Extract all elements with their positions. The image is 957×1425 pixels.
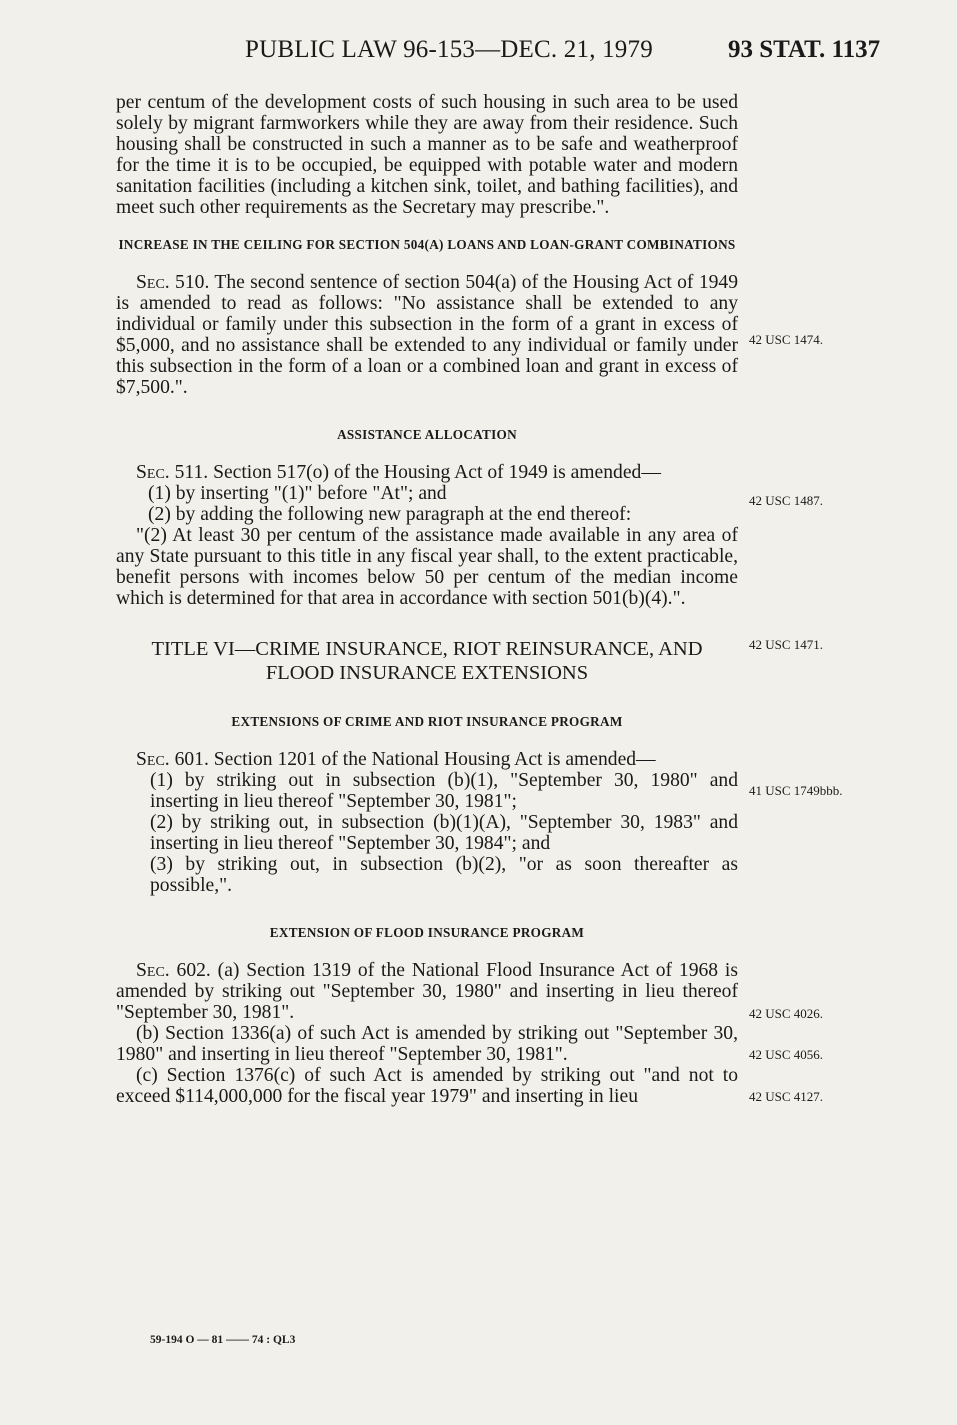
paragraph-continued: per centum of the development costs of such housing in such area to be used solely by migrant farmworkers while they are away from their residence. Such housing shall be constructed in such a manner as to be safe and weatherproof for the time it is to be occupied, be equipped with potable water and modern sanitation facilities (including a kitchen sink, toilet, and bathing facilities), and meet such other requirements as the Secretary may prescribe.".: [116, 92, 738, 218]
margin-citation: 42 USC 1474.: [749, 332, 824, 347]
section-511-item-1: (1) by inserting "(1)" before "At"; and: [148, 483, 447, 504]
margin-citation: 42 USC 4026.: [749, 1006, 824, 1021]
section-601-item-2: (2) by striking out, in subsection (b)(1)(A), "September 30, 1983" and inserting in lieu thereof "September 30, 1984"; and: [150, 812, 738, 854]
margin-citation: 42 USC 1471.: [749, 637, 824, 652]
section-heading-602: EXTENSION OF FLOOD INSURANCE PROGRAM: [269, 925, 585, 940]
section-511-item-2: (2) by adding the following new paragraph at the end thereof:: [148, 504, 632, 525]
page-header: [0, 36, 957, 70]
section-510-text: [116, 272, 738, 398]
running-title: PUBLIC LAW 96-153—DEC. 21, 1979: [245, 36, 653, 63]
section-label: Sec. 601.: [136, 749, 209, 770]
document-body: [116, 92, 738, 1107]
section-heading-601: EXTENSIONS OF CRIME AND RIOT INSURANCE PROGRAM: [231, 714, 623, 729]
section-heading-510: INCREASE IN THE CEILING FOR SECTION 504(A) LOANS AND LOAN-GRANT COMBINATIONS: [118, 237, 736, 252]
section-602-a-body: (a) Section 1319 of the National Flood Insurance Act of 1968 is amended by striking out "September 30, 1980" and inserting in lieu thereof "September 30, 1981".: [116, 960, 739, 1023]
title-vi-line-1: TITLE VI—CRIME INSURANCE, RIOT REINSURANCE, AND: [151, 638, 703, 660]
section-511-quote: "(2) At least 30 per centum of the assistance made available in any area of any State pursuant to this title in any fiscal year shall, to the extent practicable, benefit persons with incomes below 50 per centum of the median income which is determined for that area in accordance with section 501(b)(4).".: [116, 525, 738, 609]
title-vi-line-2: FLOOD INSURANCE EXTENSIONS: [265, 662, 589, 684]
section-label: Sec. 510.: [136, 272, 210, 293]
section-510-body: The second sentence of section 504(a) of the Housing Act of 1949 is amended to read as follows: "No assistance shall be extended to any individual or family under this subsection in the form of a grant in excess of $5,000, and no assistance shall be extended to any individual or family under this subsection in the form of a loan or a combined loan and grant in excess of $7,500.".: [116, 272, 739, 398]
print-job-code: 59-194 O — 81 —— 74 : QL3: [150, 1334, 296, 1346]
section-601-text: [116, 749, 738, 770]
section-602-c: (c) Section 1376(c) of such Act is amended by striking out "and not to exceed $114,000,000 for the fiscal year 1979" and inserting in lieu: [116, 1065, 738, 1107]
margin-citation: 41 USC 1749bbb.: [749, 783, 843, 798]
margin-citation: 42 USC 4056.: [749, 1047, 824, 1062]
section-602-b: (b) Section 1336(a) of such Act is amended by striking out "September 30, 1980" and inserting in lieu thereof "September 30, 1981".: [116, 1023, 738, 1065]
section-label: Sec. 602.: [136, 960, 211, 981]
margin-citation: 42 USC 4127.: [749, 1089, 824, 1104]
section-601-body: Section 1201 of the National Housing Act is amended—: [213, 749, 656, 770]
section-511-body: Section 517(o) of the Housing Act of 1949 is amended—: [213, 462, 661, 483]
title-vi-heading: [116, 637, 738, 685]
section-511-text: [116, 462, 738, 483]
margin-citation: 42 USC 1487.: [749, 493, 824, 508]
section-601-item-1: (1) by striking out in subsection (b)(1), "September 30, 1980" and inserting in lieu thereof "September 30, 1981";: [150, 770, 738, 812]
section-602-a: [116, 960, 738, 1023]
statute-page-number: 93 STAT. 1137: [728, 36, 881, 63]
section-601-item-3: (3) by striking out, in subsection (b)(2), "or as soon thereafter as possible,".: [150, 854, 738, 896]
section-label: Sec. 511.: [136, 462, 209, 483]
section-heading-511: ASSISTANCE ALLOCATION: [337, 427, 517, 442]
